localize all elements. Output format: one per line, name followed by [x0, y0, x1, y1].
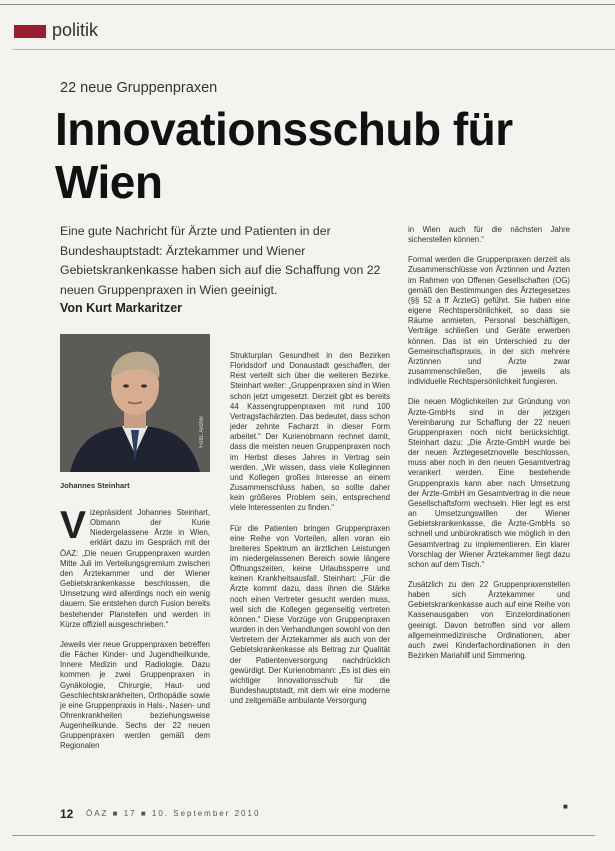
paragraph: Formal werden die Gruppenpraxen derzeit als Zusammenschlüsse von Ärztinnen und Ärzten im Rahmen von Offenen Gesellschaften (OG) gemäß den Bestimmungen des Ärztegesetzes (§§ 52 a ff ÄrzteG) geführt. Sie haben eine eigene Rechtspersönlichkeit, so dass sie Räume anmieten, Personal beschäftigen, Verträge schließen und Geräte erwerben können. Das ist ein Unterschied zu der Gemeinschaftspraxis, in der sich mehrere Ärztinnen und Ärzte zwar zusammenschließen, die jeweils als individuelle Rechtspersönlichkeit fungieren.	[408, 255, 570, 387]
article-kicker: 22 neue Gruppenpraxen	[60, 80, 218, 96]
paragraph: Vizepräsident Johannes Steinhart, Obmann der Kurie Niedergelassene Ärzte in Wien, erklärt dazu im Gespräch mit der ÖAZ: „Die neuen Gruppenpraxen wurden Mitte Juli im Verteilungsgremium zwischen den Ärztekammer und der Wiener Gebietskrankenkasse beschlossen, die Umsetzung wird allerdings noch ein wenig dauern. Sie entstehen durch Fusion bereits bestehender Planstellen und werden in Kürze offiziell ausgeschrieben.“	[60, 504, 210, 629]
paragraph: in Wien auch für die nächsten Jahre sicherstellen können.“	[408, 225, 570, 245]
issue-info: ÖAZ ■ 17 ■ 10. September 2010	[86, 809, 261, 818]
article-column-2	[230, 351, 390, 716]
paragraph: Strukturplan Gesundheit in den Bezirken Floridsdorf und Donaustadt geschaffen, der Rest verteilt sich über die weiteren Bezirke. Steinhart weiter: „Gruppenpraxen sind in Wien schon jetzt umgesetzt. Derzeit gibt es bereits 44 Kassengruppenpraxen mit rund 100 Vertragsfachärzten. Das bedeutet, dass schon jeder zehnte Facharzt in dieser Form arbeitet.“ Der Kurienobmann rechnet damit, dass die meisten neuen Gruppenpraxen noch im Herbst dieses Jahres in Vertrag sein werden. „Wir wissen, dass viele Kolleginnen und Kollegen großes Interesse an einem Zusammenschluss haben, so sollte daher kein größeres Problem sein, entsprechend viele Interessenten zu finden.“	[230, 351, 390, 513]
portrait-photo	[60, 334, 210, 472]
article-column-3	[408, 225, 570, 671]
paragraph: Für die Patienten bringen Gruppenpraxen eine Reihe von Vorteilen, allen voran ein breiteres Spektrum an ärztlichen Leistungen im niedergelassenen Bereich sowie längere Öffnungszeiten, keine Urlaubssperre und keinen Krankheitsausfall. Steinhart: „Für die Ärzte kommt dazu, dass ihnen die Stärke noch einen Vertreter gesucht werden muss, weil sich die Kollegen gegenseitig vertreten können.“ Diese Vorzüge von Gruppenpraxen wurden in den Verhandlungen sowohl von den Vertretern der Ärztekammer als auch von der Gebietskrankenkasse als Beitrag zur Qualität der Patientenversorgung nachdrücklich gewürdigt. Der Kurienobmann: „Es ist dies ein wichtiger Innovationsschub für die Bundeshauptstadt, mit dem wir eine moderne und zeitgemäße ambulante Versorgung	[230, 523, 390, 706]
top-border	[0, 4, 615, 5]
section-color-bar	[14, 25, 46, 38]
photo-caption: Johannes Steinhart	[60, 481, 130, 490]
article-headline: Innovationsschub für Wien	[55, 103, 513, 208]
portrait-illustration	[60, 334, 210, 472]
section-name: politik	[52, 20, 99, 40]
article-column-1	[60, 504, 210, 762]
paragraph: Zusätzlich zu den 22 Gruppenpraxenstellen haben sich Ärztekammer und Gebietskrankenkasse auch auf eine Reihe von Kassenausgaben von Einzelordinationen geeinigt. Davon betroffen sind vor allem allgemeinmedizinische Ordinationen, aber auch zwei Kinderfachordinationen in den Bezirken Mariahilf und Simmering.	[408, 580, 570, 661]
photo-credit: Foto: Archiv	[199, 416, 205, 448]
paragraph: Die neuen Möglichkeiten zur Gründung von Ärzte-GmbHs sind in der jetzigen Vereinbarung zur Schaffung der 22 neuen Gruppenpraxen noch nicht berücksichtigt. Steinhart dazu: „Die Ärzte-GmbH wurde bei der neuen Ärztegesetznovelle beschlossen, muss aber noch in den neuen Gesamtvertrag verankert werden. Eine bestehende Gruppenpraxis kann aber nach Umsetzung der Ärzte-GmbH im Gesamtvertrag in die neue Gesellschaftsform wechseln. Hier legt es erst an Umsetzungswillen der Wiener Gebietskrankenkasse, die Ärzte-GmbHs so schnell und unbürokratisch wie möglich in den Gesamtvertrag zu implementieren. Ein klarer Vorschlag der Wiener Ärztekammer liegt dazu schon auf dem Tisch.“	[408, 397, 570, 569]
article-author: Von Kurt Markaritzer	[60, 301, 183, 315]
drop-cap: V	[60, 504, 87, 547]
page-number: 12	[60, 807, 74, 821]
footer-divider	[12, 835, 595, 836]
paragraph: Jeweils vier neue Gruppenpraxen betreffen die Fächer Kinder- und Jugendheilkunde, Innere Medizin und Radiologie. Dazu kommen je zwei Gruppenpraxen in Gynäkologie, Chirurgie, Haut- und Geschlechtskrankheiten, Orthopädie sowie je eine Gruppenpraxis in Hals-, Nasen- und Ohrenkrankheiten beziehungsweise Augenheilkunde. Sechs der 22 neuen Gruppenpraxen werden gemäß dem Regionalen	[60, 639, 210, 751]
article-end-mark: ■	[563, 802, 568, 811]
article-lead: Eine gute Nachricht für Ärzte und Patienten in der Bundeshauptstadt: Ärztekammer und Wiener Gebietskrankenkasse haben sich auf die Schaffung von 22 neuen Gruppenpraxen in Wien geeinigt.	[60, 224, 381, 297]
section-divider	[12, 49, 615, 50]
